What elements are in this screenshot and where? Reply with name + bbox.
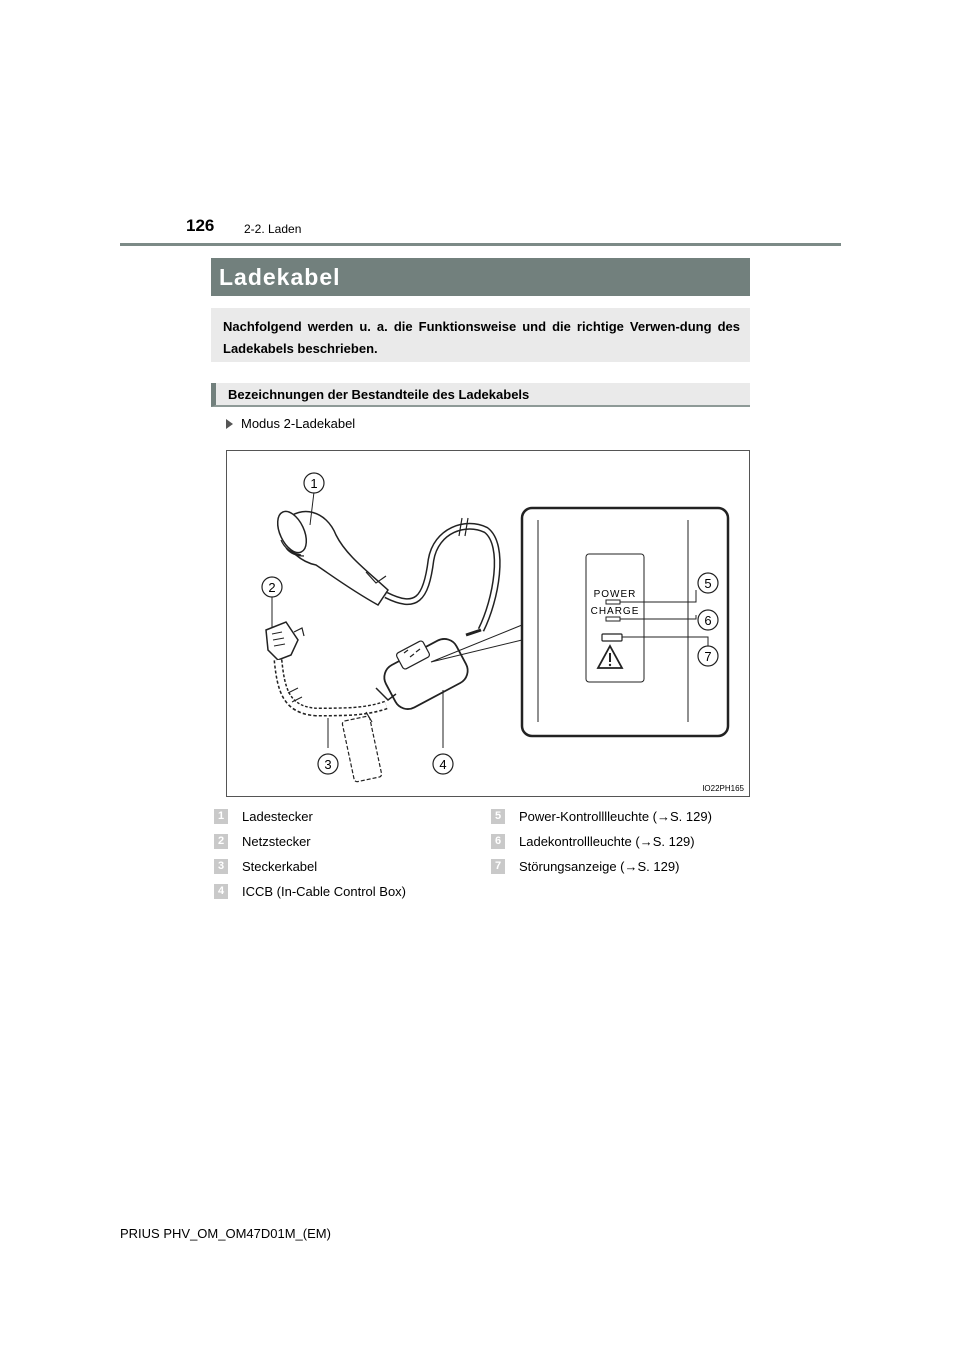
- legend-text: Ladestecker: [242, 809, 313, 824]
- legend-text: Steckerkabel: [242, 859, 318, 874]
- legend-item: [214, 854, 406, 879]
- bullet-text: Modus 2-Ladekabel: [241, 416, 356, 431]
- legend-item: [214, 879, 406, 904]
- charge-label: CHARGE: [590, 606, 640, 617]
- callout-5: [698, 573, 718, 593]
- legend-right: [491, 804, 712, 879]
- callout-2: [262, 577, 282, 597]
- svg-text:4: 4: [439, 757, 447, 772]
- callout-4: [433, 754, 453, 774]
- number-badge: 5: [491, 809, 505, 824]
- page-title: Ladekabel: [211, 258, 750, 296]
- legend-text: Netzstecker: [242, 834, 311, 849]
- callout-6: [698, 610, 718, 630]
- svg-text:6: 6: [704, 613, 712, 628]
- svg-text:5: 5: [704, 576, 712, 591]
- number-badge: 1: [214, 809, 228, 824]
- number-badge: 4: [214, 884, 228, 899]
- svg-text:7: 7: [704, 649, 712, 664]
- legend-item: [214, 829, 406, 854]
- callout-7: [698, 646, 718, 666]
- charging-cable-figure: [226, 450, 750, 797]
- section-label: 2-2. Laden: [244, 222, 302, 236]
- svg-text:1: 1: [310, 476, 318, 491]
- callout-1: [304, 473, 324, 493]
- svg-text:3: 3: [324, 757, 332, 772]
- legend-item: [214, 804, 406, 829]
- triangle-bullet-icon: [226, 419, 233, 429]
- page-number: 126: [186, 216, 215, 235]
- number-badge: 2: [214, 834, 228, 849]
- legend-item: [491, 854, 712, 879]
- subheading: Bezeichnungen der Bestandteile des Ladekabels: [211, 383, 750, 407]
- legend-text: Power-Kontrolllleuchte (→S. 129): [519, 809, 712, 824]
- power-label: POWER: [593, 589, 637, 600]
- callout-3: [318, 754, 338, 774]
- header-rule: [120, 243, 841, 246]
- intro-text: Nachfolgend werden u. a. die Funktionsweise und die richtige Verwen-dung des Ladekabels beschrieben.: [211, 308, 750, 362]
- legend-text: Störungsanzeige (→S. 129): [519, 859, 680, 874]
- footer-document-code: PRIUS PHV_OM_OM47D01M_(EM): [120, 1226, 331, 1241]
- legend-left: [214, 804, 406, 904]
- legend-text: Ladekontrollleuchte (→S. 129): [519, 834, 695, 849]
- image-code: IO22PH165: [702, 784, 744, 793]
- svg-text:2: 2: [268, 580, 276, 595]
- bullet-item: [226, 416, 355, 431]
- number-badge: 6: [491, 834, 505, 849]
- legend-item: [491, 804, 712, 829]
- number-badge: 7: [491, 859, 505, 874]
- legend-text: ICCB (In-Cable Control Box): [242, 884, 406, 899]
- legend-item: [491, 829, 712, 854]
- number-badge: 3: [214, 859, 228, 874]
